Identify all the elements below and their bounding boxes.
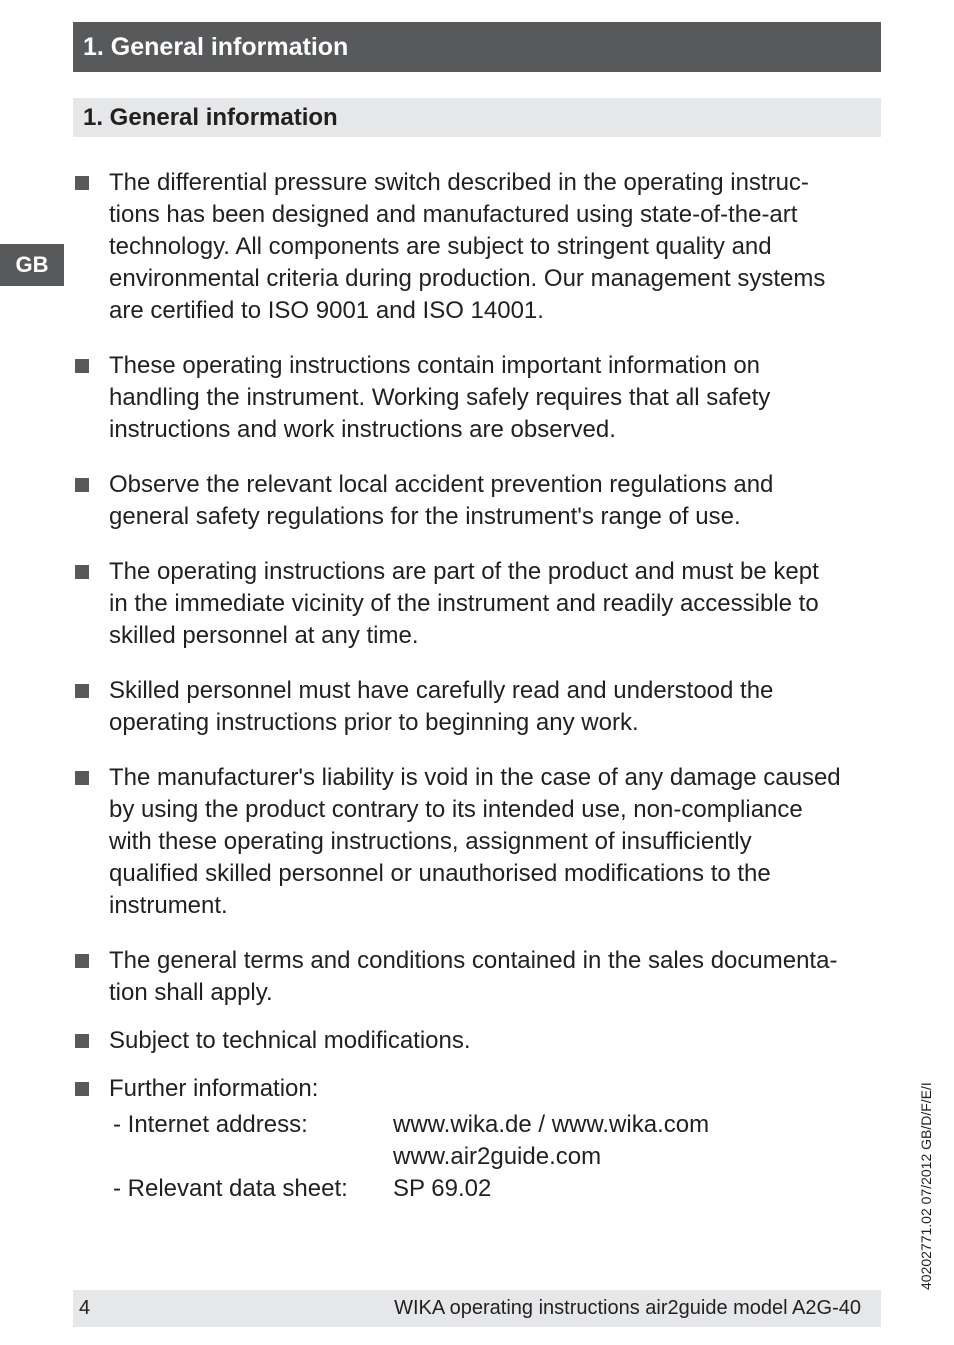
square-bullet-icon [75,359,89,373]
internet-address-2[interactable]: www.air2guide.com [393,1143,602,1170]
list-item [73,350,883,446]
square-bullet-icon [75,1034,89,1048]
list-item [73,675,883,739]
square-bullet-icon [75,478,89,492]
internet-values [393,1109,709,1173]
square-bullet-icon [75,684,89,698]
bullet-text: The manufacturer's liability is void in the case of any damage caused by using the product contrary to its intended use, non-compliance with these operating instructions, assignment of insufficiently qualified skilled personnel or unauthorised modifications to the instrument. [109,764,841,919]
internet-label: - Internet address: [113,1111,308,1138]
list-item [73,762,883,922]
further-information-item [73,1073,883,1205]
internet-address-1[interactable]: www.wika.de / www.wika.com [393,1111,710,1138]
bullet-text: Subject to technical modifications. [109,1027,471,1054]
section-header [73,98,881,137]
chapter-header [73,22,881,72]
chapter-title: 1. General information [83,33,349,61]
square-bullet-icon [75,1082,89,1096]
language-tab [0,244,64,286]
page-footer [73,1290,881,1327]
bullet-text: These operating instructions contain important information on handling the instrument. Working safely requires that all safety instructions and work instructions are observed. [109,352,771,443]
list-item [73,167,883,327]
square-bullet-icon [75,176,89,190]
square-bullet-icon [75,565,89,579]
section-title: 1. General information [83,104,338,131]
bullet-text: The operating instructions are part of the product and must be kept in the immediate vicinity of the instrument and readily accessible to skilled personnel at any time. [109,558,819,649]
footer-title: WIKA operating instructions air2guide model A2G-40 [394,1297,861,1319]
square-bullet-icon [75,771,89,785]
bullet-text: The differential pressure switch described in the operating instruc- tions has been designed and manufactured using state-of-the-art technology. All components are subject to stringent quality and environmental criteria during production. Our management systems are certified to ISO 9001 and ISO 14001. [109,169,826,324]
bullet-list [73,167,883,1228]
bullet-text: Skilled personnel must have carefully read and understood the operating instructions prior to beginning any work. [109,677,774,736]
datasheet-label: - Relevant data sheet: [113,1175,348,1202]
language-tab-label: GB [15,252,49,277]
square-bullet-icon [75,954,89,968]
document-code: 40202771.02 07/2012 GB/D/F/E/I [918,1082,934,1290]
internet-row [109,1109,883,1173]
further-information-label: Further information: [109,1075,319,1102]
list-item [73,1025,883,1057]
bullet-text: Observe the relevant local accident prevention regulations and general safety regulations for the instrument's range of use. [109,471,774,530]
datasheet-row [109,1173,883,1205]
bullet-text: The general terms and conditions contained in the sales documenta- tion shall apply. [109,947,838,1006]
datasheet-value: SP 69.02 [393,1175,492,1202]
list-item [73,469,883,533]
list-item [73,945,883,1009]
page-number: 4 [79,1297,91,1319]
list-item [73,556,883,652]
info-table [109,1109,883,1205]
